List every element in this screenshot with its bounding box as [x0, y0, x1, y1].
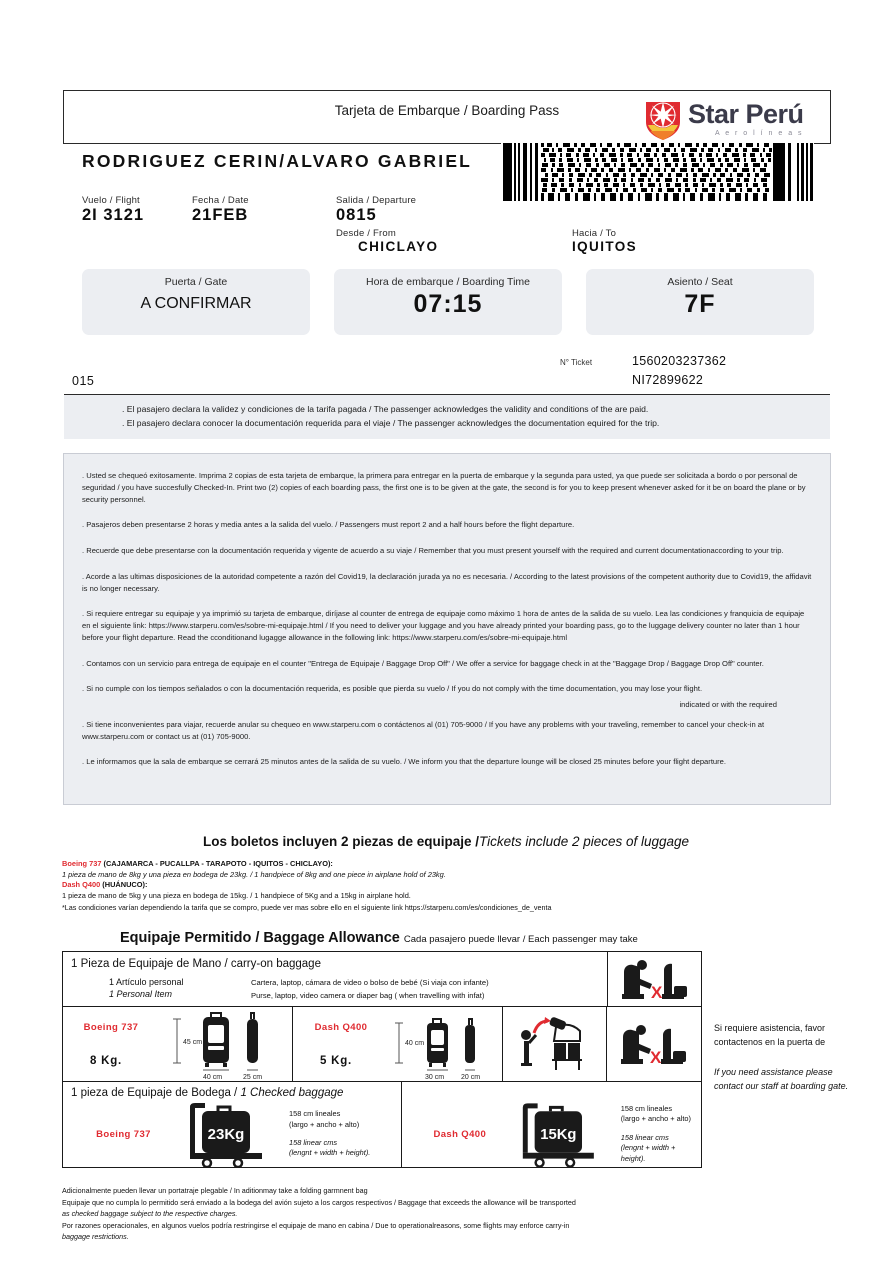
- brand-name: Star Perú: [688, 99, 804, 129]
- condition-item: . Le informamos que la sala de embarque se cerrará 25 minutos antes de la salida de su vuelo. / We inform you that the departure lounge will be closed 25 minutes before your flight departure.: [82, 757, 727, 767]
- origin-field: [336, 228, 438, 254]
- departure-value: 0815: [336, 206, 377, 224]
- luggage-heading: [0, 834, 892, 849]
- svg-text:45 cm: 45 cm: [183, 1039, 203, 1047]
- condition-item: . Si tiene inconvenientes para viajar, recuerde anular su chequeo en www.starperu.com o contáctenos al (01) 705-9000 / If you have any problems with your traveling, remember to cancel your check-in at www.starperu.com or contact us at (01) 705-9000.: [82, 719, 765, 741]
- dim-es-2: (largo + ancho + alto): [289, 1119, 360, 1129]
- checked-dash-cell: [402, 1082, 701, 1167]
- carry-on-b737-weight: 8 Kg.: [89, 1054, 123, 1067]
- b737-route-line: [62, 859, 446, 870]
- origin-label: Desde / From: [336, 228, 396, 239]
- footer-line-1: Adicionalmente pueden llevar un portatraje plegable / In aditionmay take a folding garmnent bag: [62, 1186, 368, 1195]
- footer-line-3b: baggage restrictions.: [62, 1232, 129, 1242]
- condition-item: . Contamos con un servicio para entrega de equipaje en el counter "Entrega de Equipaje / Baggage Drop Off" / We offer a service for baggage check in at the "Baggage Drop / Baggage Drop Off" counter.: [82, 658, 764, 668]
- no-seat-baggage-cell: [608, 952, 701, 1006]
- svg-text:X: X: [649, 1048, 661, 1068]
- luggage-details: [62, 859, 446, 902]
- declaration-line: . El pasajero declara la validez y condiciones de la tarifa pagada / The passenger acknowledges the validity and conditions of the are paid.: [122, 404, 649, 414]
- boarding-pass-card: [63, 90, 831, 428]
- allowance-heading-main: Equipaje Permitido / Baggage Allowance: [120, 930, 400, 946]
- date-value: 21FEB: [192, 206, 249, 224]
- checked-b737-dimensions: [289, 1109, 370, 1158]
- svg-text:30 cm: 30 cm: [425, 1074, 445, 1082]
- footer-line-3: Por razones operacionales, en algunos vuelos podría restringirse el equipaje de mano en cabina / Due to operationalreasons, some flights may enforce carry-in: [62, 1220, 570, 1230]
- flight-value: 2I 3121: [82, 206, 145, 224]
- carry-on-title: 1 Pieza de Equipaje de Mano / carry-on baggage: [71, 958, 321, 970]
- personal-item-row: [71, 977, 607, 1002]
- checked-b737-cell: [63, 1082, 402, 1167]
- seat-label: Asiento / Seat: [667, 276, 733, 288]
- conditions-panel: [63, 453, 831, 805]
- declaration-block: [64, 394, 830, 439]
- date-label: Fecha / Date: [192, 195, 249, 206]
- brand-tagline: A e r o l í n e a s: [714, 130, 804, 137]
- dim-en-1: 158 linear cms: [620, 1132, 669, 1142]
- checked-dash-weight-text: 15Kg: [540, 1126, 577, 1143]
- checked-title-es: 1 pieza de Equipaje de Bodega /: [71, 1087, 241, 1100]
- sequence-number: 015: [72, 374, 95, 388]
- svg-text:20 cm: 20 cm: [461, 1074, 481, 1082]
- personal-item-desc: [251, 977, 489, 1002]
- footer-line-2: Equipaje que no cumpla lo permitido será enviado a la bodega del avión sujeto a los cargos respectivos / Baggage that exceeds the allowance will be transported: [62, 1197, 576, 1207]
- boarding-time-value: 07:15: [413, 290, 483, 318]
- checked-dash-bag-icon: [509, 1101, 613, 1167]
- departure-field: [336, 195, 416, 225]
- luggage-fare-note: *Las condiciones varían dependiendo la tarifa que se compro, puede ver mas sobre ello en el siguiente link https://starperu.com/es/condiciones_de_venta: [62, 903, 552, 912]
- dim-es-1: 158 cm lineales: [620, 1104, 673, 1114]
- brand-text: [688, 101, 804, 137]
- carry-on-dash-dimensions-icon: [389, 1007, 499, 1081]
- no-seat-baggage-cell-2: [607, 1007, 700, 1081]
- star-logo-icon: [644, 98, 682, 140]
- dim-en-2: (lengnt + width + height).: [620, 1143, 676, 1163]
- carry-on-dash-cell: [293, 1007, 503, 1081]
- assistance-note-en: If you need assistance please contact our staff at boarding gate.: [714, 1067, 849, 1091]
- destination-value: IQUITOS: [572, 239, 638, 254]
- svg-text:40 cm: 40 cm: [405, 1040, 425, 1048]
- flight-label: Vuelo / Flight: [82, 195, 140, 206]
- personal-desc-en: Purse, laptop, video camera or diaper bag ( when travelling with infat): [251, 990, 485, 1000]
- table-row: [63, 1007, 701, 1082]
- passenger-name: RODRIGUEZ CERIN/ALVARO GABRIEL: [82, 151, 473, 171]
- dash-allowance-text: 1 pieza de mano de 5kg y una pieza en bodega de 15kg. / 1 handpiece of 5Kg and a 15kg in airplane hold.: [62, 891, 411, 901]
- checked-b737-aircraft: Boeing 737: [96, 1128, 151, 1140]
- declaration-line: . El pasajero declara conocer la documentación requerida para el viaje / The passenger acknowledges the documentation equired for the trip.: [122, 418, 660, 428]
- ticket-label: N° Ticket: [560, 358, 593, 367]
- checked-b737-body: [71, 1101, 401, 1167]
- b737-route: (CAJAMARCA - PUCALLPA - TARAPOTO - IQUITOS - CHICLAYO):: [101, 859, 333, 868]
- carry-on-b737-aircraft: Boeing 737: [83, 1021, 139, 1033]
- b737-label: Boeing 737: [62, 859, 102, 868]
- footer-notes: [62, 1185, 576, 1243]
- personal-item-es: 1 Artículo personal: [109, 977, 184, 987]
- allowance-table: [62, 951, 702, 1168]
- svg-text:25 cm: 25 cm: [243, 1074, 263, 1082]
- checked-title: [71, 1087, 401, 1099]
- star-peru-logo: [644, 95, 822, 143]
- dim-en-2: (lengnt + width + height).: [289, 1148, 371, 1158]
- condition-float-note: indicated or with the required: [679, 700, 777, 710]
- luggage-heading-en: Tickets include 2 pieces of luggage: [479, 834, 690, 849]
- table-row: [63, 1082, 701, 1167]
- dim-en-1: 158 linear cms: [289, 1138, 338, 1148]
- condition-item: . Recuerde que debe presentarse con la documentación requerida y vigente de acuerdo a su viaje / Remember that you must present yourself with the required and current documentationaccording to your trip.: [82, 546, 784, 556]
- condition-item: . Usted se chequeó exitosamente. Imprima 2 copias de esta tarjeta de embarque, la primera para entregar en la puerta de embarque y la segunda para usted, ya que puede ser solicitada a bordo o por personal de seguridad / you have succesfully Checked-In. Print two (2) copies of each boarding pass, the first one is to be given at the gate, the second is for you to keep present whenever asked for it be on board the plane or by security personnel.: [82, 471, 806, 504]
- stow-bag-overhead-icon: [512, 1013, 598, 1075]
- personal-desc-es: Cartera, laptop, cámara de video o bolso de bebé (Si viaja con infante): [251, 978, 489, 987]
- date-field: [192, 195, 249, 225]
- checked-b737-bag-icon: [176, 1101, 281, 1167]
- carry-on-b737-cell: [63, 1007, 293, 1081]
- dash-route: (HUÁNUCO):: [100, 880, 148, 890]
- condition-item: . Acorde a las ultimas disposiciones de la autoridad competente a razón del Covid19, la declaración jurada ya no es necesaria. / According to the latest provisions of the competent authority due to Covid19, the affidavit is no longer necessary.: [82, 571, 812, 593]
- ticket-number-secondary: NI72899622: [632, 373, 704, 387]
- carry-on-dash-aircraft: Dash Q400: [314, 1021, 368, 1033]
- personal-item-en: 1 Personal Item: [109, 989, 173, 999]
- dim-es-2: (largo + ancho + alto): [620, 1114, 691, 1124]
- boarding-time-box: [334, 269, 562, 335]
- condition-item: . Si requiere entregar su equipaje y ya imprimió su tarjeta de embarque, diríjase al counter de entrega de equipaje como máximo 1 hora de antes de la salida de su vuelo. Lea las condiciones y franquicia de equipaje en el siguiente link: https://www.starperu.com/es/sobre-mi-equipaje.html / If you need to deliver your luggage and you have already printed your boarding pass, go to the luggage delivery counter no later than 1 hour before your flight departure. Read the cconditionand lugagge allowance in the following link: https://www.starperu.com/es/sobre-mi-equipaje.html: [82, 609, 805, 642]
- assistance-note: [714, 1022, 864, 1093]
- gate-label: Puerta / Gate: [164, 276, 228, 288]
- boarding-time-label: Hora de embarque / Boarding Time: [365, 276, 530, 288]
- b737-allowance-text: 1 pieza de mano de 8kg y una pieza en bodega de 23kg. / 1 handpiece of 8kg and one piece in airplane hold of 23kg.: [62, 869, 446, 879]
- highlight-boxes: [82, 269, 814, 335]
- personal-item-labels: [71, 977, 251, 1002]
- condition-item: . Si no cumple con los tiempos señalados o con la documentación requerida, es posible que pierda su vuelo / If you do not comply with the time documentation, you may lose your flight.: [82, 684, 703, 694]
- overhead-bin-cell: [503, 1007, 607, 1081]
- no-baggage-on-seat-icon: [617, 1021, 691, 1067]
- ticket-number: 1560203237362: [632, 354, 727, 368]
- dash-route-line: [62, 880, 446, 891]
- table-row: [63, 952, 701, 1007]
- destination-field: [572, 228, 637, 254]
- seat-value: 7F: [684, 290, 716, 318]
- carry-on-dash-weight: 5 Kg.: [319, 1054, 353, 1067]
- flight-field: [82, 195, 144, 225]
- dim-es-1: 158 cm lineales: [289, 1109, 341, 1119]
- checked-b737-weight-text: 23Kg: [207, 1126, 245, 1144]
- seat-box: [586, 269, 814, 335]
- svg-text:X: X: [650, 983, 662, 1003]
- allowance-heading: [120, 930, 638, 946]
- checked-dash-aircraft: Dash Q400: [433, 1128, 487, 1140]
- checked-title-en: 1 Checked baggage: [240, 1087, 344, 1100]
- condition-item: . Pasajeros deben presentarse 2 horas y media antes a la salida del vuelo. / Passengers must report 2 and a half hours before the flight departure.: [82, 520, 575, 530]
- allowance-heading-sub: Cada pasajero puede llevar / Each passenger may take: [403, 934, 638, 945]
- checked-dash-dimensions: [621, 1104, 701, 1164]
- checked-dash-body: [410, 1101, 701, 1167]
- svg-text:40 cm: 40 cm: [203, 1074, 223, 1082]
- departure-label: Salida / Departure: [336, 195, 417, 206]
- gate-box: [82, 269, 310, 335]
- origin-value: CHICLAYO: [358, 239, 439, 254]
- boarding-pass-header: [64, 91, 830, 143]
- luggage-heading-es: Los boletos incluyen 2 piezas de equipaje /: [202, 834, 480, 849]
- pdf417-barcode: [501, 143, 814, 201]
- carry-on-info-cell: [63, 952, 608, 1006]
- footer-line-2b: as checked baggage subject to the respective charges.: [62, 1209, 238, 1219]
- destination-label: Hacia / To: [572, 228, 617, 239]
- gate-value: A CONFIRMAR: [140, 295, 252, 312]
- assistance-note-es: Si requiere asistencia, favor contactenos en la puerta de: [714, 1023, 826, 1047]
- page-title: Tarjeta de Embarque / Boarding Pass: [334, 103, 560, 118]
- dash-label: Dash Q400: [62, 880, 101, 890]
- carry-on-b737-dimensions-icon: [163, 1007, 285, 1081]
- no-baggage-on-seat-icon: [618, 956, 692, 1002]
